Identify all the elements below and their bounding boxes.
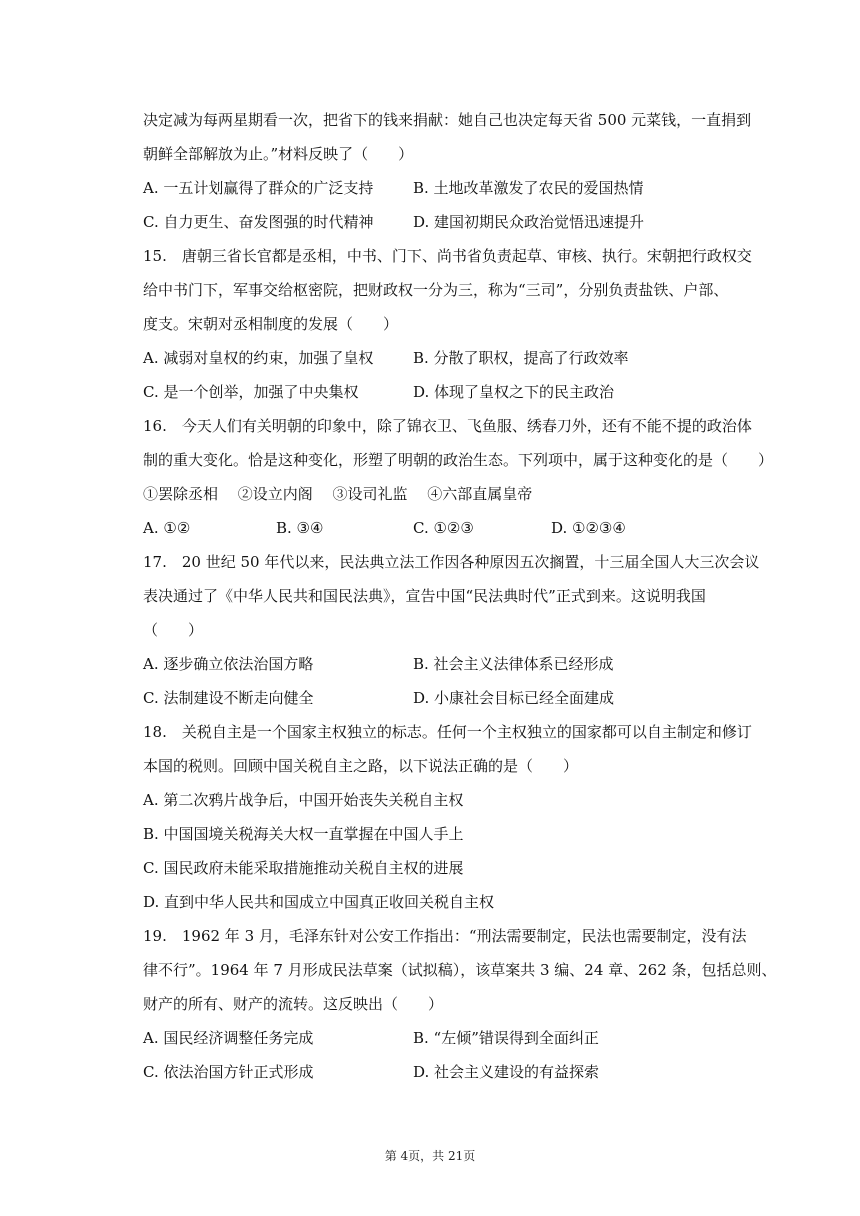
q16-option-a: A. ①② xyxy=(143,519,191,537)
q14-option-d: D. 建国初期民众政治觉悟迅速提升 xyxy=(413,213,645,231)
q18-question-line: 本国的税则。回顾中国关税自主之路，以下说法正确的是（ ） xyxy=(143,757,579,775)
q16-question-line: 制的重大变化。恰是这种变化，形塑了明朝的政治生态。下列项中，属于这种变化的是（ ） xyxy=(143,451,774,469)
q16-option-b: B. ③④ xyxy=(276,519,324,537)
q17-question-line: 17. 20 世纪 50 年代以来，民法典立法工作因各种原因五次搁置，十三届全国人大三次会议 xyxy=(143,553,760,571)
q18-option-d: D. 直到中华人民共和国成立中国真正收回关税自主权 xyxy=(143,893,495,911)
q15-question-line: 度支。宋朝对丞相制度的发展（ ） xyxy=(143,315,399,333)
q16-option-c: C. ①②③ xyxy=(413,519,474,537)
q18-question-line: 18. 关税自主是一个国家主权独立的标志。任何一个主权独立的国家都可以自主制定和修订 xyxy=(143,723,752,741)
q19-question-line: 财产的所有、财产的流转。这反映出（ ） xyxy=(143,995,444,1013)
q17-question-line: （ ） xyxy=(143,621,204,639)
q17-option-c: C. 法制建设不断走向健全 xyxy=(143,689,314,707)
q14-option-a: A. 一五计划赢得了群众的广泛支持 xyxy=(143,179,374,197)
q18-option-b: B. 中国国境关税海关大权一直掌握在中国人手上 xyxy=(143,825,464,843)
q15-option-c: C. 是一个创举，加强了中央集权 xyxy=(143,383,359,401)
page-footer: 第 4页，共 21页 xyxy=(384,1149,476,1163)
q19-question-line: 律不行”。1964 年 7 月形成民法草案（试拟稿），该草案共 3 编、24 章、262 条，包括总则、 xyxy=(143,961,777,979)
q14-option-b: B. 土地改革激发了农民的爱国热情 xyxy=(413,179,644,197)
q14-option-c: C. 自力更生、奋发图强的时代精神 xyxy=(143,213,374,231)
q15-option-d: D. 体现了皇权之下的民主政治 xyxy=(413,383,615,401)
q19-option-c: C. 依法治国方针正式形成 xyxy=(143,1063,314,1081)
q14-text-line: 朝鲜全部解放为止。”材料反映了（ ） xyxy=(143,145,414,163)
q15-option-a: A. 减弱对皇权的约束，加强了皇权 xyxy=(143,349,374,367)
q16-option-d: D. ①②③④ xyxy=(551,519,626,537)
q19-question-line: 19. 1962 年 3 月，毛泽东针对公安工作指出：“刑法需要制定，民法也需要制定，没有法 xyxy=(143,927,747,945)
q15-option-b: B. 分散了职权，提高了行政效率 xyxy=(413,349,629,367)
q18-option-c: C. 国民政府未能采取措施推动关税自主权的进展 xyxy=(143,859,464,877)
q16-items-line: ①罢除丞相 ②设立内阁 ③设司礼监 ④六部直属皇帝 xyxy=(143,485,533,503)
q17-option-d: D. 小康社会目标已经全面建成 xyxy=(413,689,615,707)
q15-question-line: 给中书门下，军事交给枢密院，把财政权一分为三，称为“三司”，分别负责盐铁、户部、 xyxy=(143,281,729,299)
q17-question-line: 表决通过了《中华人民共和国民法典》，宣告中国“民法典时代”正式到来。这说明我国 xyxy=(143,587,706,605)
q15-question-line: 15. 唐朝三省长官都是丞相，中书、门下、尚书省负责起草、审核、执行。宋朝把行政权交 xyxy=(143,247,752,265)
q19-option-d: D. 社会主义建设的有益探索 xyxy=(413,1063,600,1081)
q18-option-a: A. 第二次鸦片战争后，中国开始丧失关税自主权 xyxy=(143,791,464,809)
q19-option-a: A. 国民经济调整任务完成 xyxy=(143,1029,314,1047)
q14-text-line: 决定减为每两星期看一次，把省下的钱来捐献：她自己也决定每天省 500 元菜钱，一直捐到 xyxy=(143,111,752,129)
q17-option-b: B. 社会主义法律体系已经形成 xyxy=(413,655,614,673)
q16-question-line: 16. 今天人们有关明朝的印象中，除了锦衣卫、飞鱼服、绣春刀外，还有不能不提的政治体 xyxy=(143,417,752,435)
q17-option-a: A. 逐步确立依法治国方略 xyxy=(143,655,314,673)
q19-option-b: B. “左倾”错误得到全面纠正 xyxy=(413,1029,599,1047)
